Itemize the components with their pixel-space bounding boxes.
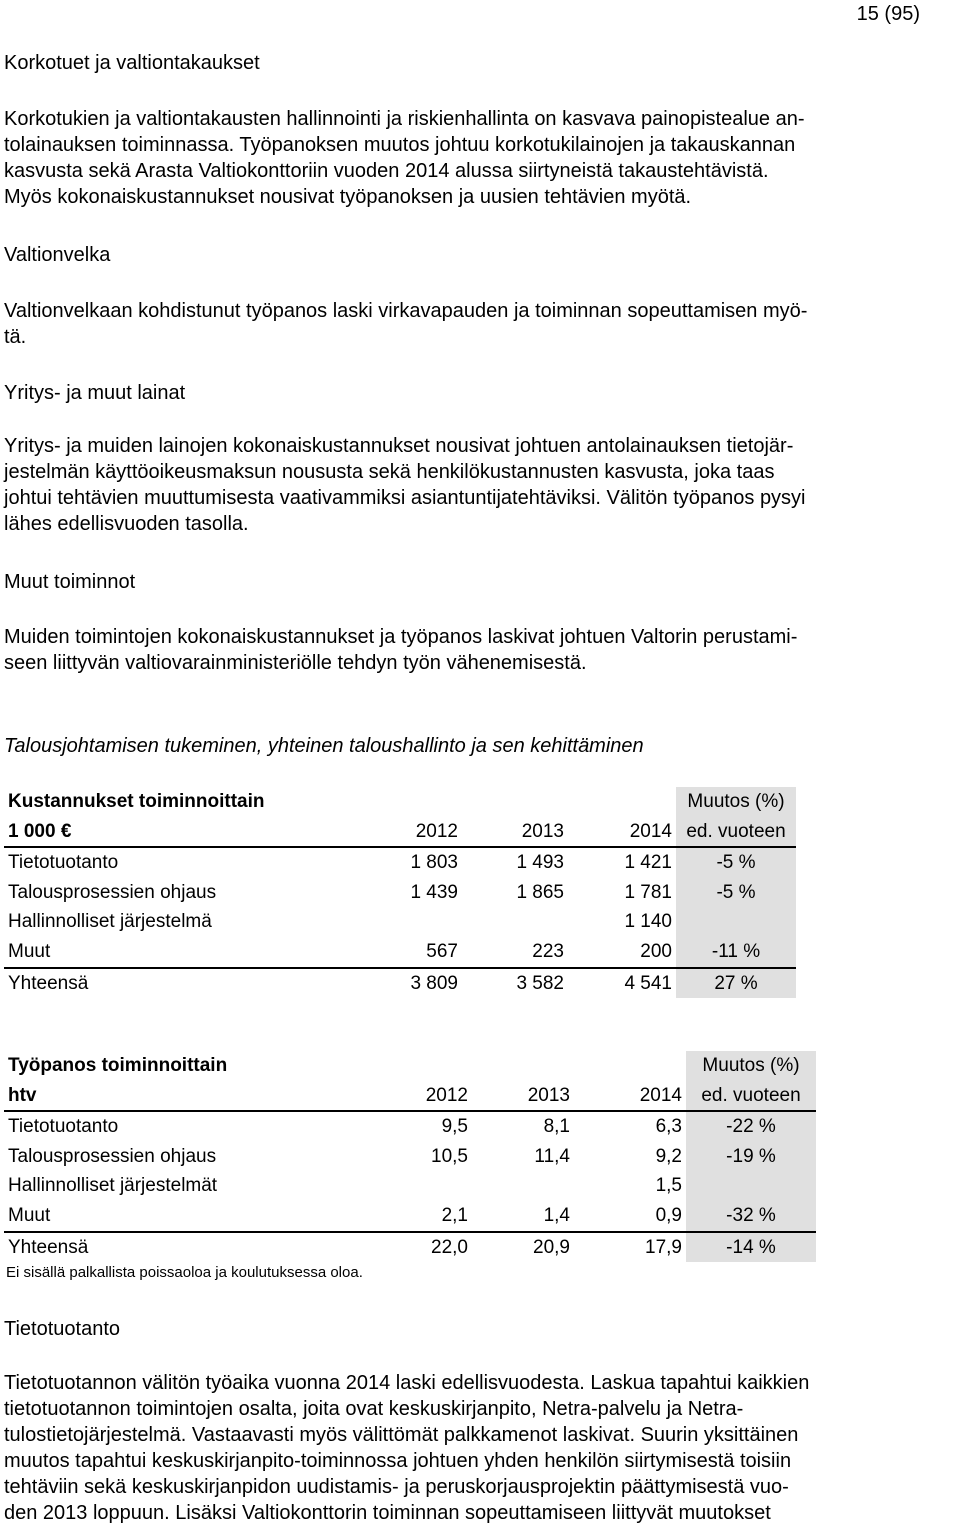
paragraph-tietotuotanto [4,1370,956,1526]
table-row [4,1081,816,1112]
cell-change: -5 % [676,878,796,908]
text-line: Tietotuotannon välitön työaika vuonna 2014 laski edellisvuodesta. Laskua tapahtui kaikkien [4,1372,810,1394]
year-header: 2013 [472,1081,574,1112]
cell-2013: 223 [462,937,568,968]
cell-2012: 567 [344,937,462,968]
row-label: Yhteensä [8,1236,89,1258]
cell-2012: 9,5 [441,1116,468,1138]
table-row-total [4,968,796,999]
section-heading-valtionvelka: Valtionvelka [4,244,111,266]
row-label: Talousprosessien ohjaus [8,1145,217,1167]
row-label: Tietotuotanto [8,852,119,874]
text-line: Korkotukien ja valtiontakausten hallinnointi ja riskienhallinta on kasvava painopistealue an- [4,108,805,130]
table-unit: 1 000 € [4,817,344,848]
cell-2013: 1,4 [472,1201,574,1232]
section-heading-talous: Talousjohtamisen tukeminen, yhteinen taloushallinto ja sen kehittäminen [4,735,644,757]
table-row [4,1142,816,1172]
text-line: kasvusta sekä Arasta Valtiokonttoriin vuoden 2014 alussa siirtyneistä takaustehtävistä. [4,160,769,182]
cell-2012 [344,907,462,937]
cell-2013 [472,1171,574,1201]
cell-change [686,1171,816,1201]
table-row [4,1051,816,1081]
section-heading-korkotuet: Korkotuet ja valtiontakaukset [4,52,260,74]
cell-2013: 3 582 [516,972,564,994]
row-label: Yhteensä [8,972,89,994]
cell-change: -14 % [686,1232,816,1263]
table-row-total [4,1232,816,1263]
text-line: tolainauksen toiminnassa. Työpanoksen muutos johtuu korkotukilainojen ja takauskannan [4,134,796,156]
table-unit: htv [4,1081,360,1112]
paragraph-muut [4,624,956,676]
cell-2014: 1,5 [655,1175,682,1197]
table-row [4,878,796,908]
cell-2014: 4 541 [624,972,672,994]
table-row [4,787,796,817]
cell-2014: 1 421 [624,852,672,874]
change-header: ed. vuoteen [686,1081,816,1112]
cell-2014: 1 140 [624,911,672,933]
cell-change: -11 % [676,937,796,968]
table-title: Työpanos toiminnoittain [8,1055,228,1076]
text-line: tulostietojärjestelmä. Vastaavasti myös välittömät palkkamenot laskivat. Suurin yksittäinen [4,1424,799,1446]
row-label: Tietotuotanto [8,1116,119,1138]
cell-2013: 1 493 [516,852,564,874]
row-label: Hallinnolliset järjestelmät [8,1175,218,1197]
section-heading-tietotuotanto: Tietotuotanto [4,1318,121,1340]
table-row [4,907,796,937]
paragraph-yritys [4,433,956,537]
section-heading-muut: Muut toiminnot [4,571,136,593]
cell-2014: 200 [568,937,676,968]
table-row [4,937,796,968]
row-label: Muut [4,937,344,968]
cell-2013: 11,4 [534,1145,570,1167]
cell-2013 [462,907,568,937]
table-row [4,1111,816,1142]
text-line: den 2013 loppuun. Lisäksi Valtiokonttorin toiminnan sopeuttamiseen liittyvät muutokset [4,1502,771,1524]
text-line: johtui tehtävien muuttumisesta vaativammiksi asiantuntijatehtäviksi. Välitön työpanos pysyi [4,487,806,509]
cell-2013: 1 865 [516,881,564,903]
cell-2012: 10,5 [431,1145,468,1167]
cell-change: -22 % [686,1111,816,1142]
text-line: muutos tapahtui keskuskirjanpito-toiminnossa johtuen yhden henkilön siirtymisestä toisiin [4,1450,792,1472]
text-line: jestelmän käyttöoikeusmaksun noususta sekä henkilökustannusten kasvusta, joka taas [4,461,775,483]
text-line: tietotuotannon toimintojen osalta, joita ovat keskuskirjanpito, Netra-palvelu ja Netra- [4,1398,744,1420]
paragraph-korkotuet [4,106,956,210]
row-label: Muut [4,1201,360,1232]
cell-2012: 2,1 [360,1201,472,1232]
row-label: Talousprosessien ohjaus [8,881,217,903]
page-number: 15 (95) [856,3,920,25]
cell-2014: 6,3 [655,1116,682,1138]
change-header: ed. vuoteen [676,817,796,848]
table-row [4,817,796,848]
text-line: Muiden toimintojen kokonaiskustannukset ja työpanos laskivat johtuen Valtorin perustami- [4,626,798,648]
cost-table [4,787,796,998]
cell-2012 [360,1171,472,1201]
year-header: 2014 [568,817,676,848]
table-note: Ei sisällä palkallista poissaoloa ja koulutuksessa oloa. [6,1264,363,1281]
table-row [4,1201,816,1232]
cell-2014: 1 781 [624,881,672,903]
table-title: Kustannukset toiminnoittain [8,791,265,812]
text-line: tehtäviin sekä keskuskirjanpidon uudistamis- ja peruskorjausprojektin päättymisestä vuo- [4,1476,789,1498]
change-header: Muutos (%) [676,787,796,817]
year-header: 2012 [360,1081,472,1112]
cell-change: -5 % [676,847,796,878]
cell-change: 27 % [676,968,796,999]
year-header: 2014 [574,1081,686,1112]
table-row [4,1171,816,1201]
text-line: Yritys- ja muiden lainojen kokonaiskustannukset nousivat johtuen antolainauksen tietojär- [4,435,794,457]
year-header: 2012 [344,817,462,848]
table-row [4,847,796,878]
cell-2012: 1 439 [410,881,458,903]
change-header: Muutos (%) [686,1051,816,1081]
cell-2014: 9,2 [655,1145,682,1167]
cell-2012: 3 809 [410,972,458,994]
work-table [4,1051,816,1262]
cell-2012: 1 803 [410,852,458,874]
cell-2014: 0,9 [574,1201,686,1232]
section-heading-yritys: Yritys- ja muut lainat [4,382,186,404]
cell-change: -19 % [686,1142,816,1172]
cell-2013: 8,1 [543,1116,570,1138]
text-line: Myös kokonaiskustannukset nousivat työpanoksen ja uusien tehtävien myötä. [4,186,692,208]
cell-change [676,907,796,937]
text-line: tä. [4,326,27,348]
cell-2012: 22,0 [431,1236,468,1258]
cell-change: -32 % [686,1201,816,1232]
row-label: Hallinnolliset järjestelmä [8,911,212,933]
year-header: 2013 [462,817,568,848]
paragraph-valtionvelka [4,298,956,350]
text-line: Valtionvelkaan kohdistunut työpanos laski virkavapauden ja toiminnan sopeuttamisen myö- [4,300,808,322]
text-line: seen liittyvän valtiovarainministeriölle tehdyn työn vähenemisestä. [4,652,587,674]
text-line: lähes edellisvuoden tasolla. [4,513,249,535]
cell-2014: 17,9 [645,1236,682,1258]
cell-2013: 20,9 [533,1236,570,1258]
